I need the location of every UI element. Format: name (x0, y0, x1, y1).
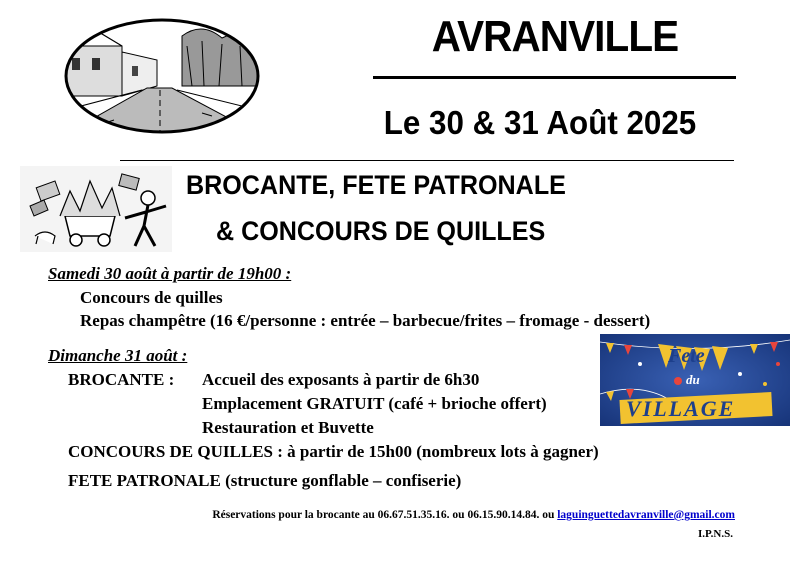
brocante-item: Emplacement GRATUIT (café + brioche offert) (202, 394, 547, 413)
event-heading-line2: & CONCOURS DE QUILLES (216, 216, 546, 246)
quilles-contest-line: CONCOURS DE QUILLES : à partir de 15h00 (nombreux lots à gagner) (68, 442, 599, 461)
fete-patronale-line: FETE PATRONALE (structure gonflable – confiserie) (68, 471, 462, 490)
reservation-text: Réservations pour la brocante au 06.67.51.35.16. ou 06.15.90.14.84. ou (212, 509, 558, 521)
sunday-heading: Dimanche 31 août : (48, 346, 188, 365)
brocante-item: Accueil des exposants à partir de 6h30 (202, 370, 480, 389)
village-word: VILLAGE (626, 396, 736, 421)
brocante-clipart-image (20, 166, 172, 252)
fete-word: Fete (668, 345, 705, 367)
email-link[interactable]: laguinguettedavranville@gmail.com (557, 509, 735, 521)
fete-du-village-image (600, 334, 790, 426)
brocante-item: Restauration et Buvette (202, 418, 374, 437)
page-title: AVRANVILLE (431, 12, 679, 61)
du-word: du (686, 372, 700, 387)
divider (120, 160, 734, 161)
event-dates: Le 30 & 31 Août 2025 (383, 104, 697, 141)
ipns-label: I.P.N.S. (697, 528, 733, 540)
event-heading-line1: BROCANTE, FETE PATRONALE (186, 170, 566, 200)
saturday-item: Repas champêtre (16 €/personne : entrée – barbecue/frites – fromage - dessert) (80, 311, 651, 330)
footer-reservations (0, 509, 735, 521)
village-sketch-image (62, 16, 262, 136)
brocante-label: BROCANTE : (68, 370, 175, 389)
saturday-item: Concours de quilles (80, 288, 223, 307)
saturday-heading: Samedi 30 août à partir de 19h00 : (48, 264, 292, 283)
title-underline (373, 76, 736, 79)
